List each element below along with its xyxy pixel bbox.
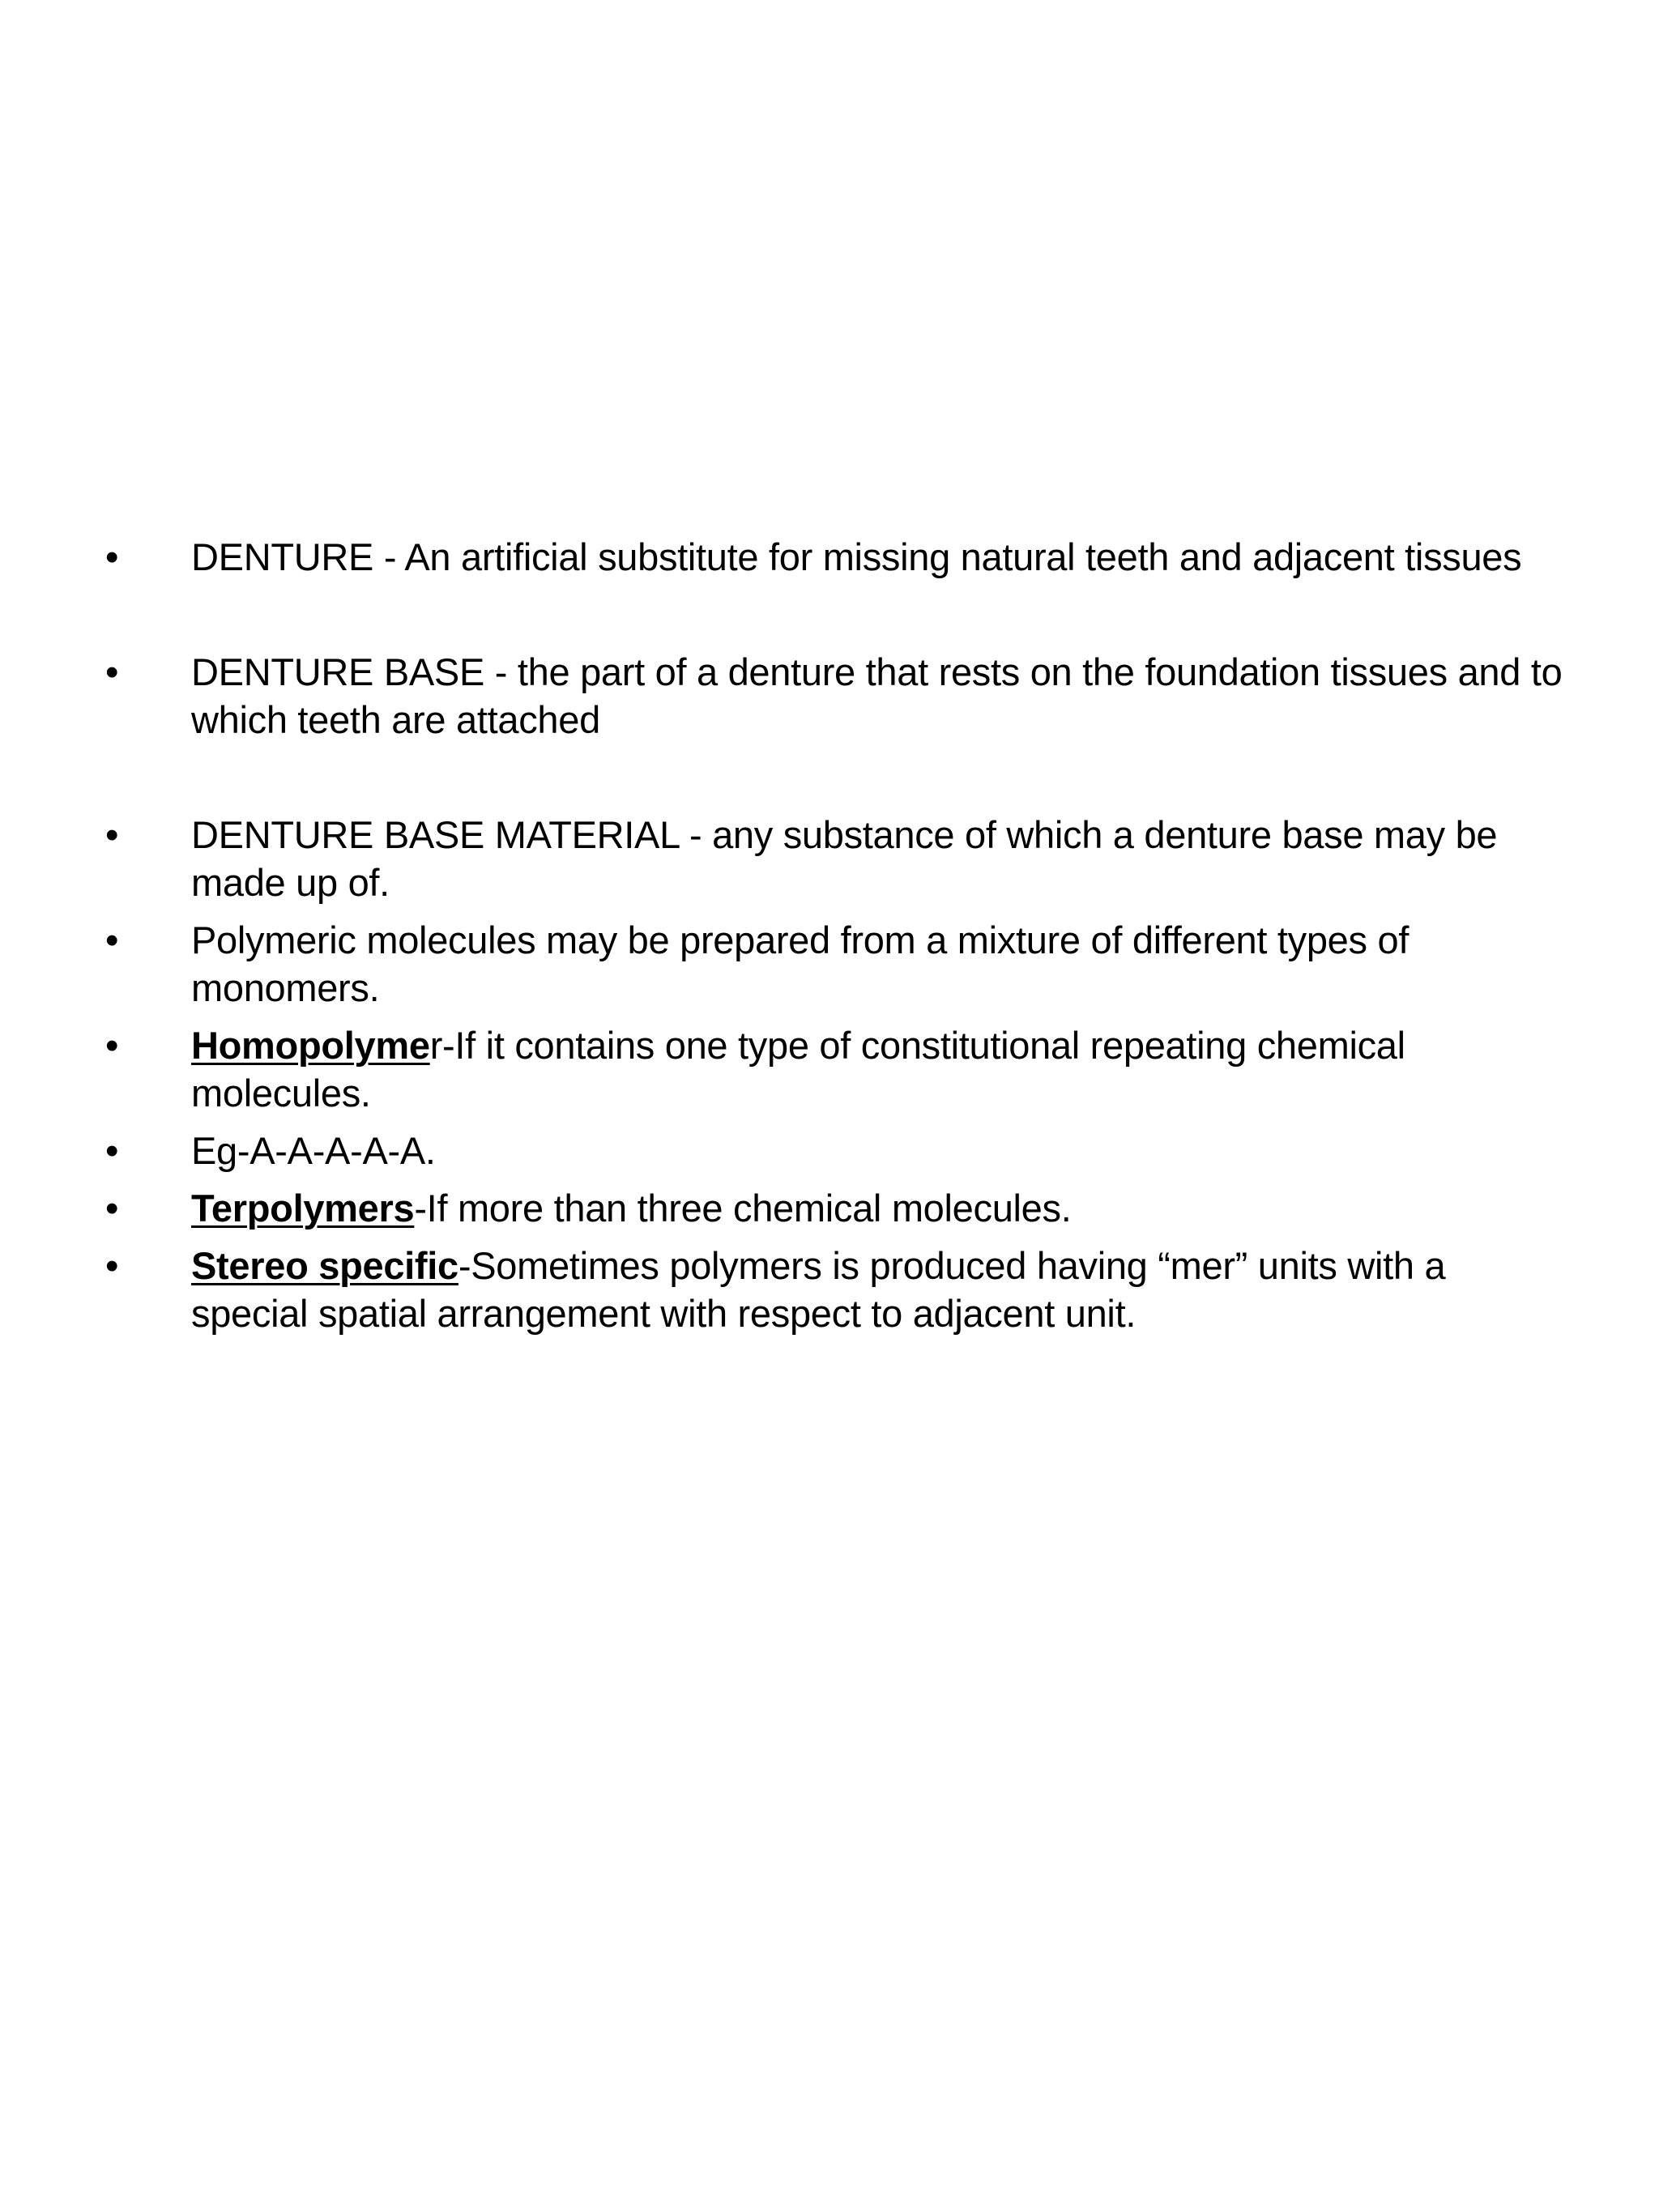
list-item-homopolymer [105,1021,1563,1117]
item-text: Eg-A-A-A-A-A. [191,1129,436,1172]
bullet-list [105,533,1563,1337]
term-homopolymer: Homopolyme [191,1024,430,1067]
item-text: DENTURE - An artificial substitute for missing natural teeth and adjacent tissues [191,535,1522,578]
term-terpolymers: Terpolymers [191,1187,415,1230]
bullet-icon: • [105,1187,119,1230]
item-text: DENTURE BASE - the part of a denture that rests on the foundation tissues and to which teeth are attached [191,650,1563,741]
bullet-icon: • [105,813,119,856]
item-text: -If more than three chemical molecules. [414,1187,1072,1230]
list-item-example [105,1127,1563,1174]
bullet-icon: • [105,535,119,578]
item-text: Polymeric molecules may be prepared from a mixture of different types of monomers. [191,918,1410,1009]
list-item-stereo-specific [105,1242,1563,1337]
term-stereo-specific: Stereo specific [191,1244,458,1287]
list-item-denture [105,533,1563,581]
bullet-icon: • [105,1129,119,1172]
bullet-icon: • [105,650,119,693]
bullet-icon: • [105,918,119,961]
bullet-icon: • [105,1024,119,1067]
list-item-denture-base [105,648,1563,744]
item-text: r-If it contains one type of constitutional repeating chemical molecules. [191,1024,1405,1115]
list-item-polymeric-molecules [105,916,1563,1012]
list-item-denture-base-material [105,811,1563,906]
item-text: DENTURE BASE MATERIAL - any substance of which a denture base may be made up of. [191,813,1498,904]
item-text: -Sometimes polymers is produced having “mer” units with a special spatial arrangement with respect to adjacent unit. [191,1244,1446,1335]
list-item-terpolymers [105,1184,1563,1232]
bullet-icon: • [105,1244,119,1287]
